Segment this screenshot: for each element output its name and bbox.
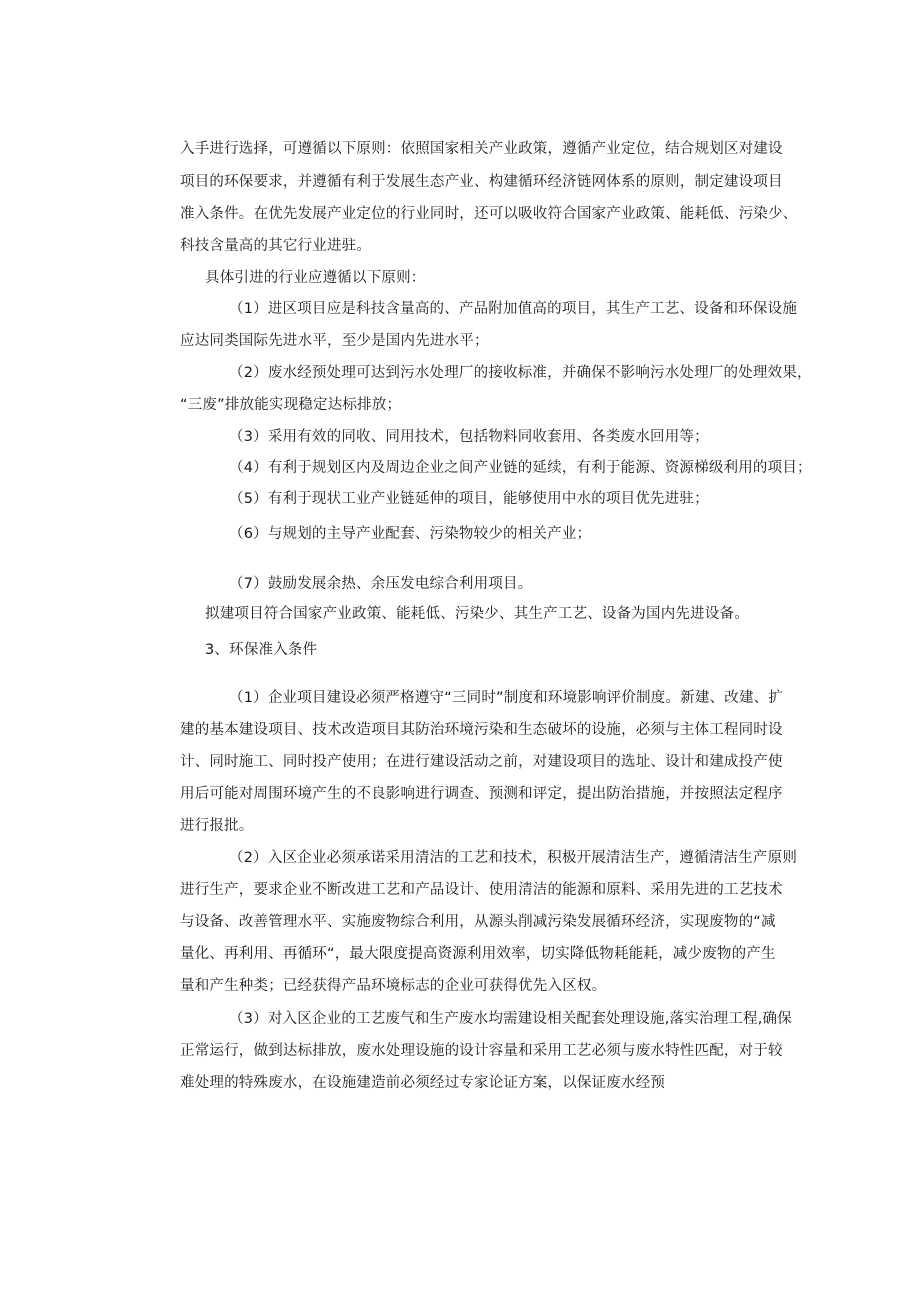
section3-para1-line: 建的基本建设项目、技术改造项目其防治环境污染和生态破坏的设施，必须与主体工程同时设 [180,722,783,738]
principle-item-1-cont: 应达同类国际先进水平，至少是国内先进水平； [180,333,489,349]
principle-item-3: （3）采用有效的同收、同用技术，包括物料同收套用、各类废水回用等； [229,429,709,445]
principle-item-6: （6）与规划的主导产业配套、污染物较少的相关产业； [229,526,592,542]
section3-para1-line: 计、同时施工、同时投产使用；在进行建设活动之前，对建设项目的选址、设计和建成投产使 [180,754,783,770]
section-3-title: 3、环保准入条件 [205,642,318,658]
section3-para2-line: 进行生产，要求企业不断改进工艺和产品设计、使用清洁的能源和原料、采用先进的工艺技术 [180,882,783,898]
principle-item-2-cont: “三废”排放能实现稳定达标排放； [180,397,402,413]
section3-para3-line: （3）对入区企业的工艺废气和生产废水均需建设相关配套处理设施,落实治理工程,确保 [229,1011,792,1027]
section3-para3-line: 正常运行，做到达标排放，废水处理设施的设计容量和采用工艺必须与废水特性匹配，对于较 [180,1043,783,1059]
section3-para2-line: （2）入区企业必须承诺采用清洁的工艺和技术，积极开展清洁生产，遵循清洁生产原则 [229,850,798,866]
section3-para3-line: 难处理的特殊废水，在设施建造前必须经过专家论证方案，以保证废水经预 [180,1075,666,1091]
principle-item-5: （5）有利于现状工业产业链延伸的项目，能够使用中水的项目优先进驻； [229,491,709,507]
principle-item-1: （1）进区项目应是科技含量高的、产品附加值高的项目，其生产工艺、设备和环保设施 [229,301,798,317]
section3-para2-line: 量化、再利用、再循环“，最大限度提高资源利用效率，切实降低物耗能耗，减少废物的产生 [180,946,776,962]
section3-para1-line: 用后可能对周围环境产生的不良影响进行调查、预测和评定，提出防治措施，并按照法定程序 [180,786,783,802]
intro-line: 准入条件。在优先发展产业定位的行业同时，还可以吸收符合国家产业政策、能耗低、污染少、 [180,206,798,222]
principle-item-2: （2）废水经预处理可达到污水处理厂的接收标准，并确保不影响污水处理厂的处理效果， [229,365,812,381]
section3-para1-line: （1）企业项目建设必须严格遵守“三同时”制度和环境影响评价制度。新建、改建、扩 [229,690,784,706]
section3-para1-line: 进行报批。 [180,818,254,834]
section3-para2-line: 与设备、改善管理水平、实施废物综合利用，从源头削减污染发展循环经济，实现废物的“减 [180,914,776,930]
principle-item-7: （7）鼓励发展余热、余压发电综合利用项目。 [229,576,533,592]
intro-line: 科技含量高的其它行业进驻。 [180,238,372,254]
intro-line: 项目的环保要求，并遵循有利于发展生态产业、构建循环经济链网体系的原则，制定建设项目 [180,174,783,190]
conclusion-line: 拟建项目符合国家产业政策、能耗低、污染少、其生产工艺、设备为国内先进设备。 [205,606,749,622]
principle-item-4: （4）有利于规划区内及周边企业之间产业链的延续，有利于能源、资源梯级利用的项目； [229,460,812,476]
section3-para2-line: 量和产生种类；已经获得产品环境标志的企业可获得优先入区权。 [180,978,607,994]
principles-heading: 具体引进的行业应遵循以下原则： [205,270,426,286]
intro-line: 入手进行选择，可遵循以下原则：依照国家相关产业政策，遵循产业定位，结合规划区对建设 [180,141,783,157]
